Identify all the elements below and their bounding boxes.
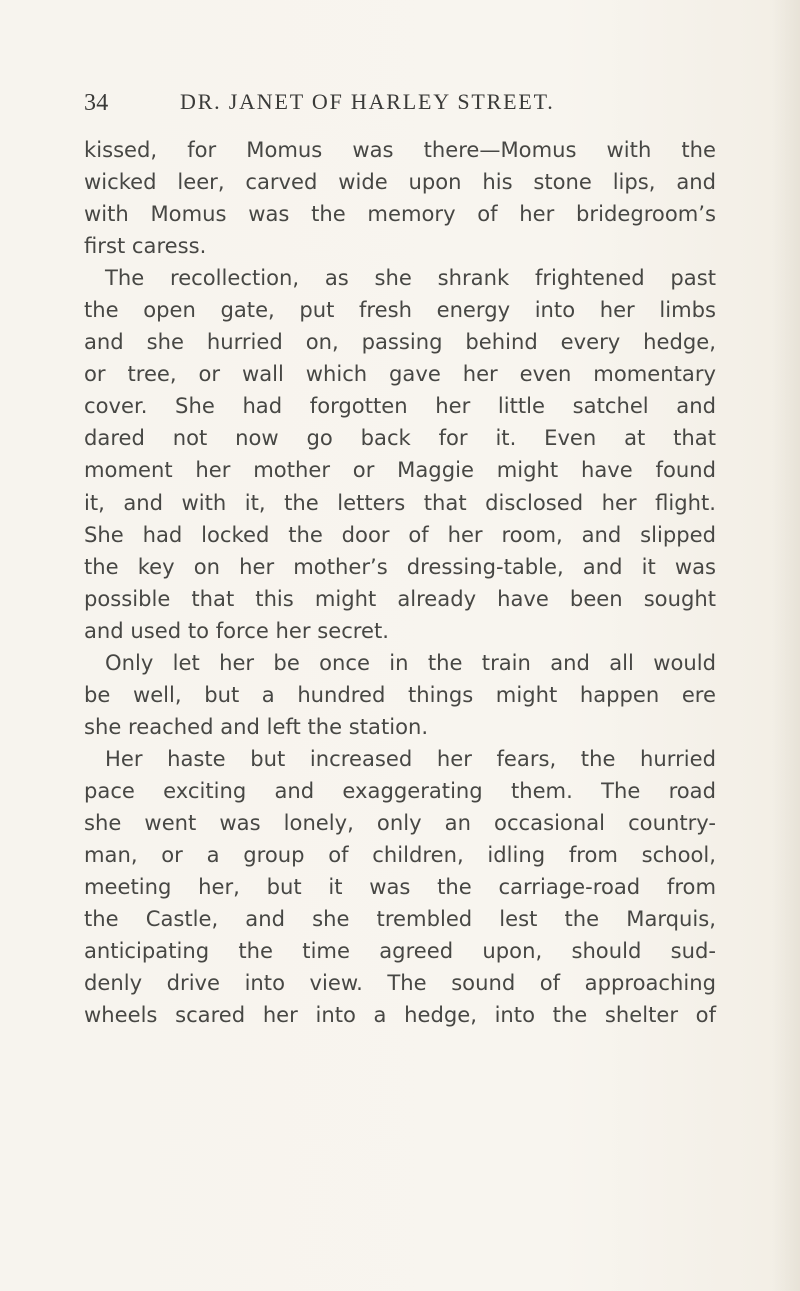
text-line: wicked leer, carved wide upon his stone lips, and xyxy=(84,169,716,195)
running-head: DR. JANET OF HARLEY STREET. xyxy=(180,89,555,114)
body-text xyxy=(84,134,716,1031)
text-line: dared not now go back for it. Even at that xyxy=(84,425,716,451)
page-number: 34 xyxy=(84,90,109,116)
text-line: and used to force her secret. xyxy=(84,617,389,643)
text-line: meeting her, but it was the carriage-road from xyxy=(84,874,716,900)
text-line: the Castle, and she trembled lest the Marquis, xyxy=(84,906,716,932)
text-line: man, or a group of children, idling from school, xyxy=(84,842,716,868)
page-edge-shadow xyxy=(772,0,800,1291)
text-line: the key on her mother’s dressing-table, and it was xyxy=(84,553,716,579)
text-line: moment her mother or Maggie might have found xyxy=(84,457,716,483)
text-line: wheels scared her into a hedge, into the shelter of xyxy=(84,1002,716,1028)
page-header xyxy=(84,86,734,118)
text-line: possible that this might already have been sought xyxy=(84,585,716,611)
text-line: the open gate, put fresh energy into her limbs xyxy=(84,297,716,323)
paragraph-start-line: Only let her be once in the train and all would xyxy=(105,649,716,675)
text-line: or tree, or wall which gave her even momentary xyxy=(84,361,716,387)
text-line: kissed, for Momus was there—Momus with the xyxy=(84,137,716,162)
text-line: she reached and left the station. xyxy=(84,713,429,739)
paragraph-start-line: The recollection, as she shrank frightened past xyxy=(105,265,716,291)
text-line: she went was lonely, only an occasional country- xyxy=(84,809,716,835)
text-line: cover. She had forgotten her little satchel and xyxy=(84,393,716,419)
text-line: She had locked the door of her room, and slipped xyxy=(84,521,716,547)
text-line: be well, but a hundred things might happen ere xyxy=(84,681,716,707)
text-line: anticipating the time agreed upon, should sud- xyxy=(84,938,716,964)
text-line: first caress. xyxy=(84,233,207,259)
text-line: pace exciting and exaggerating them. The road xyxy=(84,777,716,803)
text-line: with Momus was the memory of her bridegroom’s xyxy=(84,201,716,227)
paragraph-start-line: Her haste but increased her fears, the hurried xyxy=(105,745,716,771)
text-line: and she hurried on, passing behind every hedge, xyxy=(84,329,716,355)
text-line: denly drive into view. The sound of approaching xyxy=(84,970,716,996)
text-line: it, and with it, the letters that disclosed her flight. xyxy=(84,489,716,515)
